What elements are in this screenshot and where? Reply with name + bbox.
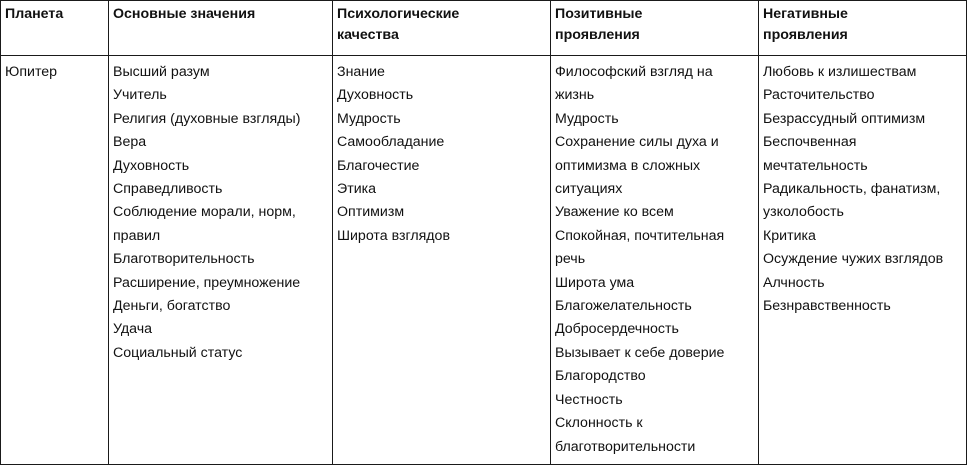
cell-line: Безнравственность [763, 298, 891, 315]
cell-line: Знание [337, 64, 385, 80]
cell-line: Благожелательность [555, 298, 692, 315]
cell-line: Расточительство [763, 87, 875, 104]
cell-line: Беспочвенная [763, 134, 857, 151]
header-line: Планета [5, 6, 64, 22]
cell-line: Благочестие [337, 157, 420, 174]
cell-line: благотворительности [555, 438, 696, 455]
header-main-meanings [109, 1, 333, 56]
cell-line: узколобость [763, 204, 844, 221]
cell-psychological-qualities [333, 56, 551, 465]
cell-negative [759, 56, 967, 465]
header-negative [759, 1, 967, 56]
cell-line: Религия (духовные взгляды) [113, 110, 301, 127]
header-planet [1, 1, 109, 56]
cell-line: Этика [337, 181, 377, 198]
cell-line: Спокойная, почтительная [555, 227, 725, 244]
cell-line: речь [555, 251, 586, 268]
table-row [1, 56, 967, 465]
cell-line: Алчность [763, 274, 825, 291]
header-line: Основные значения [113, 6, 256, 22]
cell-line: правил [113, 227, 161, 244]
cell-line: Осуждение чужих взглядов [763, 251, 944, 268]
cell-line: Вызывает к себе доверие [555, 344, 725, 361]
cell-line: Мудрость [337, 110, 401, 127]
cell-line: Уважение ко всем [555, 204, 674, 221]
header-row [1, 1, 967, 56]
cell-line: Любовь к излишествам [763, 64, 917, 80]
cell-line: Честность [555, 391, 623, 408]
header-line: проявления [763, 27, 848, 43]
cell-line: Сохранение силы духа и [555, 134, 719, 151]
cell-line: оптимизма в сложных [555, 157, 701, 174]
cell-line: Добросердечность [555, 321, 679, 338]
cell-line: Соблюдение морали, норм, [113, 204, 296, 221]
cell-line: Безрассудный оптимизм [763, 110, 926, 127]
cell-line: Расширение, преумножение [113, 274, 301, 291]
cell-line: Критика [763, 227, 816, 244]
header-positive [551, 1, 759, 56]
cell-line: Высший разум [113, 64, 210, 80]
header-line: проявления [555, 27, 640, 43]
cell-planet [1, 56, 109, 465]
cell-line: Юпитер [5, 64, 58, 80]
cell-line: Широта ума [555, 274, 635, 291]
cell-line: Мудрость [555, 110, 619, 127]
cell-line: Благородство [555, 368, 646, 385]
cell-line: Радикальность, фанатизм, [763, 181, 941, 198]
cell-line: Самообладание [337, 134, 445, 151]
cell-line: Деньги, богатство [113, 298, 231, 315]
cell-line: жизнь [555, 87, 595, 104]
cell-line: Справедливость [113, 181, 223, 198]
cell-line: Склонность к [555, 415, 643, 432]
cell-main-meanings [109, 56, 333, 465]
header-psychological-qualities [333, 1, 551, 56]
cell-line: Философский взгляд на [555, 64, 713, 80]
cell-line: Вера [113, 134, 147, 151]
cell-line: мечтательность [763, 157, 868, 174]
cell-line: ситуациях [555, 181, 623, 198]
header-line: Психологические [337, 6, 460, 22]
cell-line: Оптимизм [337, 204, 405, 221]
header-line: Позитивные [555, 6, 643, 22]
cell-line: Благотворительность [113, 251, 255, 268]
cell-line: Широта взглядов [337, 227, 450, 244]
header-line: качества [337, 27, 399, 43]
cell-line: Духовность [113, 157, 190, 174]
cell-line: Удача [113, 321, 153, 338]
header-line: Негативные [763, 6, 848, 22]
cell-line: Духовность [337, 87, 414, 104]
cell-positive [551, 56, 759, 465]
cell-line: Учитель [113, 87, 167, 104]
cell-line: Социальный статус [113, 344, 243, 361]
